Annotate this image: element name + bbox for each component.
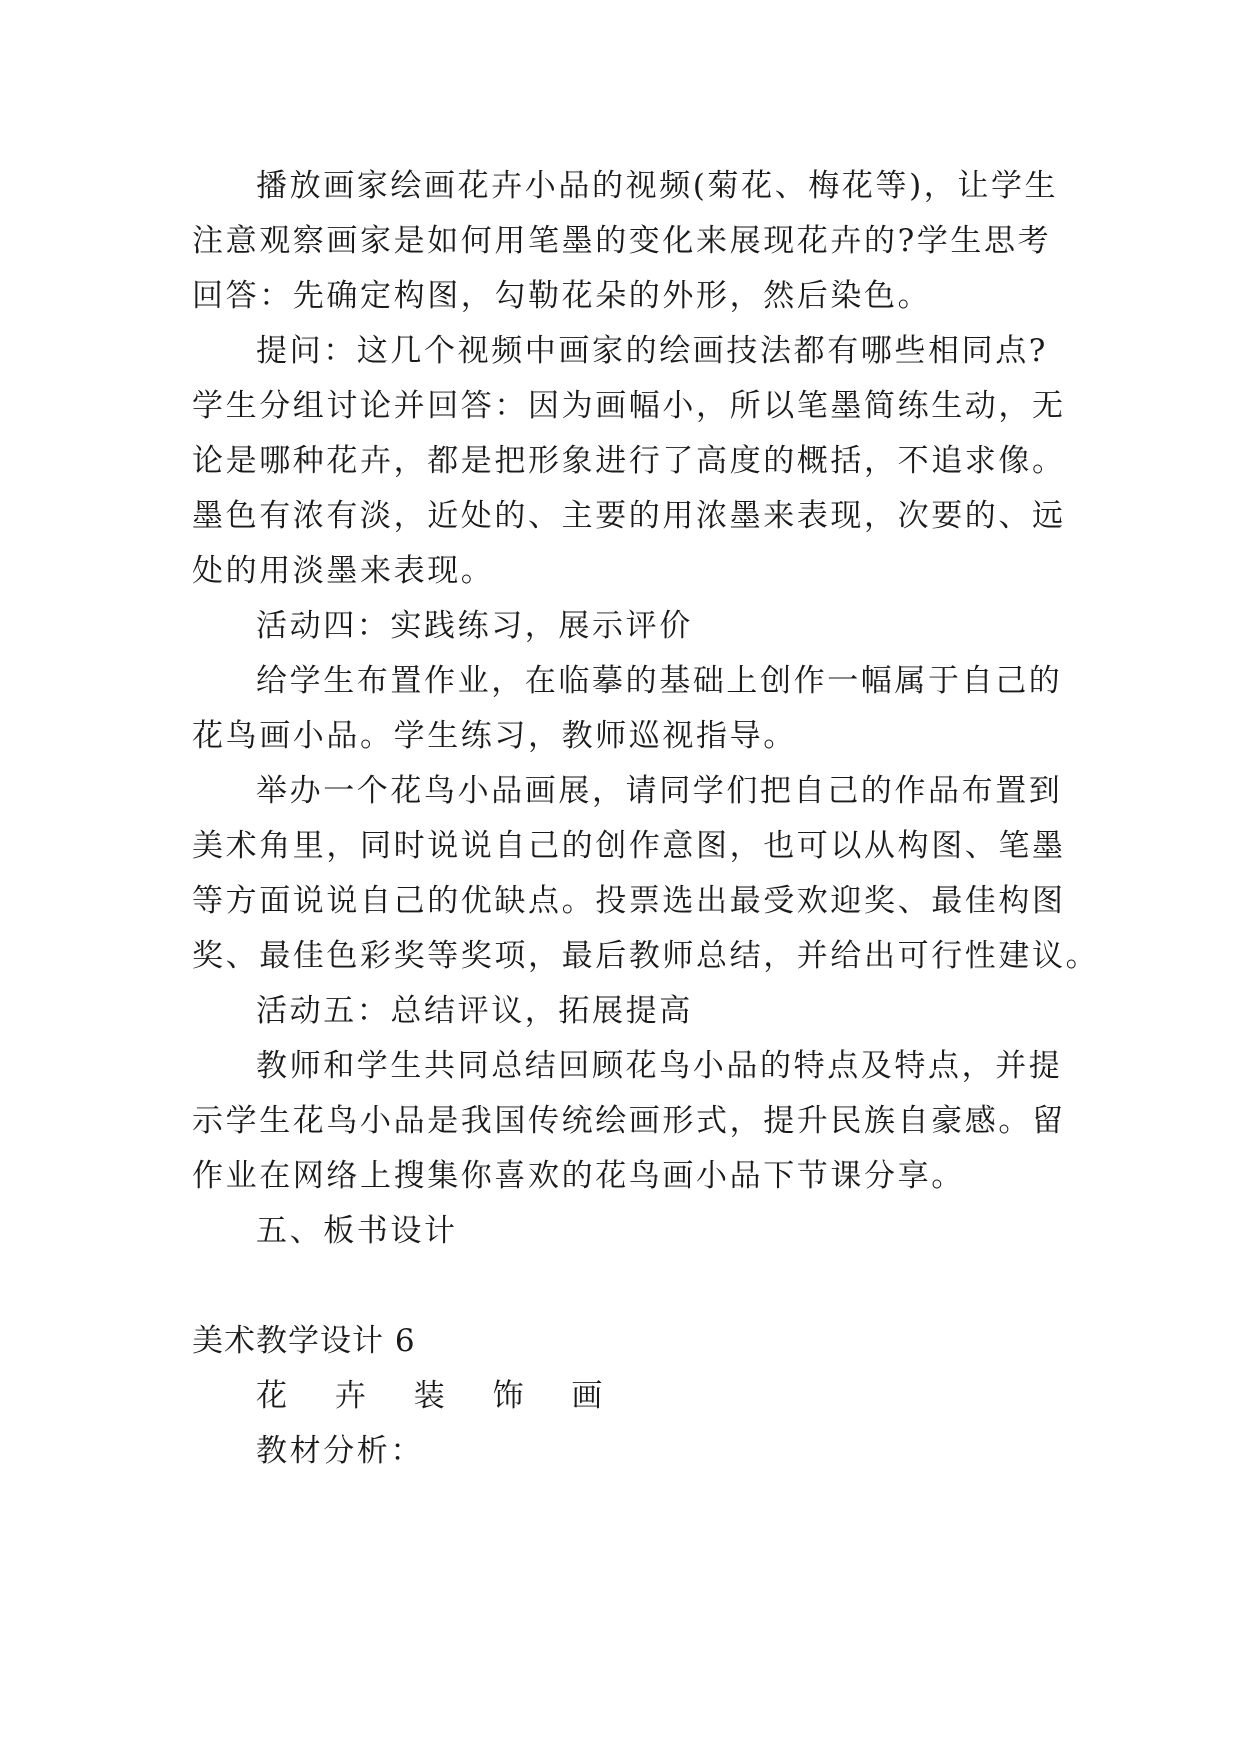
section-heading: 活动五：总结评议，拓展提高 [256,993,693,1029]
paragraph-line: 美术角里，同时说说自己的创作意图，也可以从构图、笔墨 [192,828,1066,864]
paragraph-line: 论是哪种花卉，都是把形象进行了高度的概括，不追求像。 [192,443,1066,479]
section-heading: 教材分析： [256,1433,424,1469]
paragraph-line: 播放画家绘画花卉小品的视频(菊花、梅花等)，让学生 [256,168,1059,204]
paragraph-line: 提问：这几个视频中画家的绘画技法都有哪些相同点? [256,333,1049,369]
paragraph-line: 教师和学生共同总结回顾花鸟小品的特点及特点，并提 [256,1048,1063,1084]
paragraph-line: 学生分组讨论并回答：因为画幅小，所以笔墨简练生动，无 [192,388,1066,424]
paragraph-line: 处的用淡墨来表现。 [192,553,495,589]
paragraph-line: 给学生布置作业，在临摹的基础上创作一幅属于自己的 [256,663,1063,699]
paragraph-line: 墨色有浓有淡，近处的、主要的用浓墨来表现，次要的、远 [192,498,1066,534]
paragraph-line: 作业在网络上搜集你喜欢的花鸟画小品下节课分享。 [192,1158,965,1194]
section-heading: 五、板书设计 [256,1213,458,1249]
section-heading: 活动四：实践练习，展示评价 [256,608,693,644]
paragraph-line: 等方面说说自己的优缺点。投票选出最受欢迎奖、最佳构图 [192,883,1066,919]
paragraph-line: 奖、最佳色彩奖等奖项，最后教师总结，并给出可行性建议。 [192,938,1100,974]
paragraph-line: 举办一个花鸟小品画展，请同学们把自己的作品布置到 [256,773,1063,809]
lesson-title: 花 卉 装 饰 画 [256,1378,622,1414]
paragraph-line: 示学生花鸟小品是我国传统绘画形式，提升民族自豪感。留 [192,1103,1066,1139]
paragraph-line: 注意观察画家是如何用笔墨的变化来展现花卉的?学生思考 [192,223,1052,259]
paragraph-line: 花鸟画小品。学生练习，教师巡视指导。 [192,718,797,754]
document-title: 美术教学设计 6 [192,1323,416,1359]
paragraph-line: 回答：先确定构图，勾勒花朵的外形，然后染色。 [192,278,932,314]
